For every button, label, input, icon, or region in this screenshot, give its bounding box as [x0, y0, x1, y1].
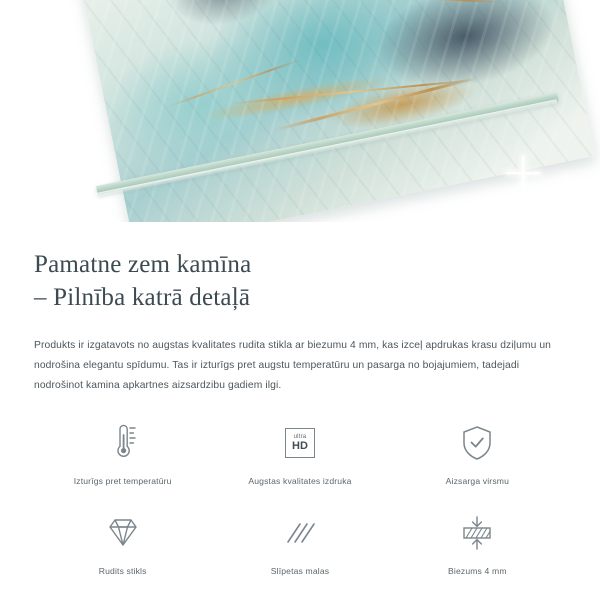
feature-print-quality: [211, 422, 388, 506]
feature-label: Rudits stikls: [98, 566, 147, 577]
feature-label: Aizsarga virsmu: [445, 476, 510, 487]
diamond-icon: [104, 512, 142, 554]
page-title-line-2: – Pilnība katrā detaļā: [34, 284, 251, 311]
page-title: [34, 248, 566, 314]
thermometer-icon: [106, 422, 140, 464]
feature-tempered-glass: [34, 512, 211, 596]
page-title-line-1: Pamatne zem kamīna: [34, 251, 252, 278]
feature-surface-protection: [389, 422, 566, 506]
hero-product-image: [0, 0, 600, 222]
badge-top-text: ultra: [293, 434, 307, 441]
sparkle-icon: [554, 176, 576, 198]
feature-label: Slīpetas malas: [270, 566, 330, 577]
feature-polished-edges: [211, 512, 388, 596]
feature-thickness: [389, 512, 566, 596]
shield-check-icon: [461, 422, 493, 464]
feature-label: Augstas kvalitates izdruka: [248, 476, 352, 487]
badge-bottom-text: HD: [292, 440, 308, 453]
feature-heat-resistant: [34, 422, 211, 506]
polished-edges-icon: [283, 512, 317, 554]
ultra-hd-badge-icon: [285, 422, 315, 464]
thickness-arrows-icon: [460, 512, 494, 554]
feature-label: Biezums 4 mm: [448, 566, 507, 577]
feature-grid: [34, 422, 566, 596]
feature-label: Izturīgs pret temperatūru: [73, 476, 172, 487]
description-content: [0, 222, 600, 596]
description-paragraph: Produkts ir izgatavots no augstas kvalitates rudita stikla ar biezumu 4 mm, kas izceļ apdrukas krasu dziļumu un nodrošina elegantu spīdumu. Tas ir izturīgs pret augstu temperatūru un pasarga no bojajumiem, tadejadi nodrošinot kamina apkartnes aizsardzibu gadiem ilgi.: [34, 340, 552, 392]
